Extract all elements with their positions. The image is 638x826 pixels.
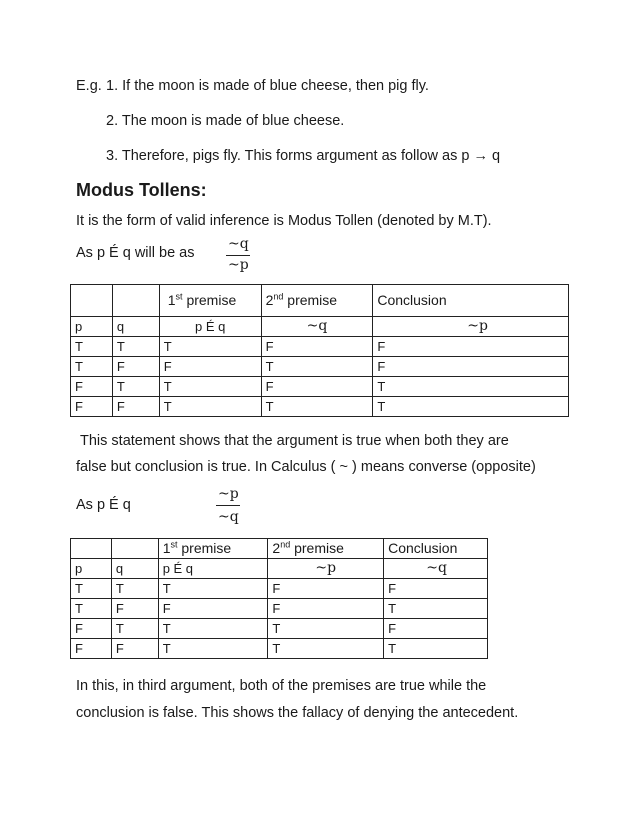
truth-table-1 <box>70 284 569 417</box>
table-cell: T <box>373 377 569 397</box>
table-cell: T <box>159 337 261 357</box>
table-row <box>71 337 569 357</box>
table-cell: F <box>112 397 159 417</box>
table-row <box>71 619 488 639</box>
table-cell: T <box>111 619 158 639</box>
table-cell: F <box>71 397 113 417</box>
table-cell: T <box>261 397 373 417</box>
table-cell: T <box>158 579 268 599</box>
table1-subheader-not-p: ~p <box>373 317 569 337</box>
table-cell: T <box>158 639 268 659</box>
table-cell: F <box>71 377 113 397</box>
table-cell: T <box>111 579 158 599</box>
form2-label: As p É q <box>76 497 131 513</box>
table2-subheader-q: q <box>111 559 158 579</box>
table-cell: T <box>373 397 569 417</box>
table-row <box>71 357 569 377</box>
table-row <box>71 579 488 599</box>
form1-denominator: ~p <box>228 257 249 273</box>
table-cell: T <box>112 377 159 397</box>
table1-header-cell <box>71 285 113 317</box>
table2-subheader-row <box>71 559 488 579</box>
table2-subheader-not-q: ~q <box>384 559 488 579</box>
table2-header-row <box>71 539 488 559</box>
table1-subheader-p: p <box>71 317 113 337</box>
table-cell: F <box>112 357 159 377</box>
form1-label: As p É q will be as <box>76 245 195 261</box>
table-cell: F <box>268 579 384 599</box>
table-cell: T <box>158 619 268 639</box>
table-cell: F <box>158 599 268 619</box>
section-heading: Modus Tollens: <box>76 180 207 200</box>
table1-header-premise1: 1st premise <box>159 285 261 317</box>
explanation-line-2: false but conclusion is true. In Calculus ( ~ ) means converse (opposite) <box>76 459 536 475</box>
table-row <box>71 377 569 397</box>
table-cell: F <box>71 619 112 639</box>
table-cell: T <box>71 579 112 599</box>
table1-subheader-not-q: ~q <box>261 317 373 337</box>
form1-numerator: ~q <box>228 236 249 252</box>
example-line-3: 3. Therefore, pigs fly. This forms argument as follow as p → q <box>106 148 501 164</box>
table2-subheader-implication: p É q <box>158 559 268 579</box>
table1-header-cell <box>112 285 159 317</box>
table-cell: T <box>71 599 112 619</box>
table-cell: T <box>384 599 488 619</box>
table1-header-premise2: 2nd premise <box>261 285 373 317</box>
table2-header-cell <box>111 539 158 559</box>
table-cell: T <box>159 377 261 397</box>
table-cell: F <box>384 619 488 639</box>
example-label: E.g. <box>76 78 102 94</box>
table-row <box>71 639 488 659</box>
table-cell: T <box>268 639 384 659</box>
table2-subheader-p: p <box>71 559 112 579</box>
intro-text: It is the form of valid inference is Modus Tollen (denoted by M.T). <box>76 213 492 229</box>
form1-fraction-line <box>226 255 250 256</box>
example-line-1: 1. If the moon is made of blue cheese, then pig fly. <box>106 78 429 94</box>
table1-subheader-implication: p É q <box>159 317 261 337</box>
table2-header-conclusion: Conclusion <box>384 539 488 559</box>
table-cell: F <box>261 377 373 397</box>
table1-header-conclusion: Conclusion <box>373 285 569 317</box>
table-cell: F <box>159 357 261 377</box>
table-cell: T <box>71 357 113 377</box>
table1-subheader-q: q <box>112 317 159 337</box>
table-cell: F <box>268 599 384 619</box>
table1-subheader-row <box>71 317 569 337</box>
table2-header-premise2: 2nd premise <box>268 539 384 559</box>
table-cell: T <box>71 337 113 357</box>
table-cell: T <box>384 639 488 659</box>
table-cell: F <box>111 639 158 659</box>
form2-fraction-line <box>216 505 240 506</box>
form2-numerator: ~p <box>218 486 239 502</box>
table-row <box>71 397 569 417</box>
table-cell: F <box>384 579 488 599</box>
conclusion-line-1: In this, in third argument, both of the premises are true while the <box>76 678 487 694</box>
table-cell: T <box>112 337 159 357</box>
explanation-line-1: This statement shows that the argument is true when both they are <box>80 433 509 449</box>
table2-header-cell <box>71 539 112 559</box>
table-cell: T <box>159 397 261 417</box>
table-cell: F <box>111 599 158 619</box>
table-cell: F <box>71 639 112 659</box>
conclusion-line-2: conclusion is false. This shows the fallacy of denying the antecedent. <box>76 705 519 721</box>
table-cell: F <box>373 357 569 377</box>
table-row <box>71 599 488 619</box>
table-cell: T <box>261 357 373 377</box>
table-cell: F <box>261 337 373 357</box>
table-cell: T <box>268 619 384 639</box>
table-cell: F <box>373 337 569 357</box>
form2-denominator: ~q <box>218 509 239 525</box>
example-line-2: 2. The moon is made of blue cheese. <box>106 113 345 129</box>
table2-header-premise1: 1st premise <box>158 539 268 559</box>
table2-subheader-not-p: ~p <box>268 559 384 579</box>
table1-header-row <box>71 285 569 317</box>
truth-table-2 <box>70 538 488 659</box>
